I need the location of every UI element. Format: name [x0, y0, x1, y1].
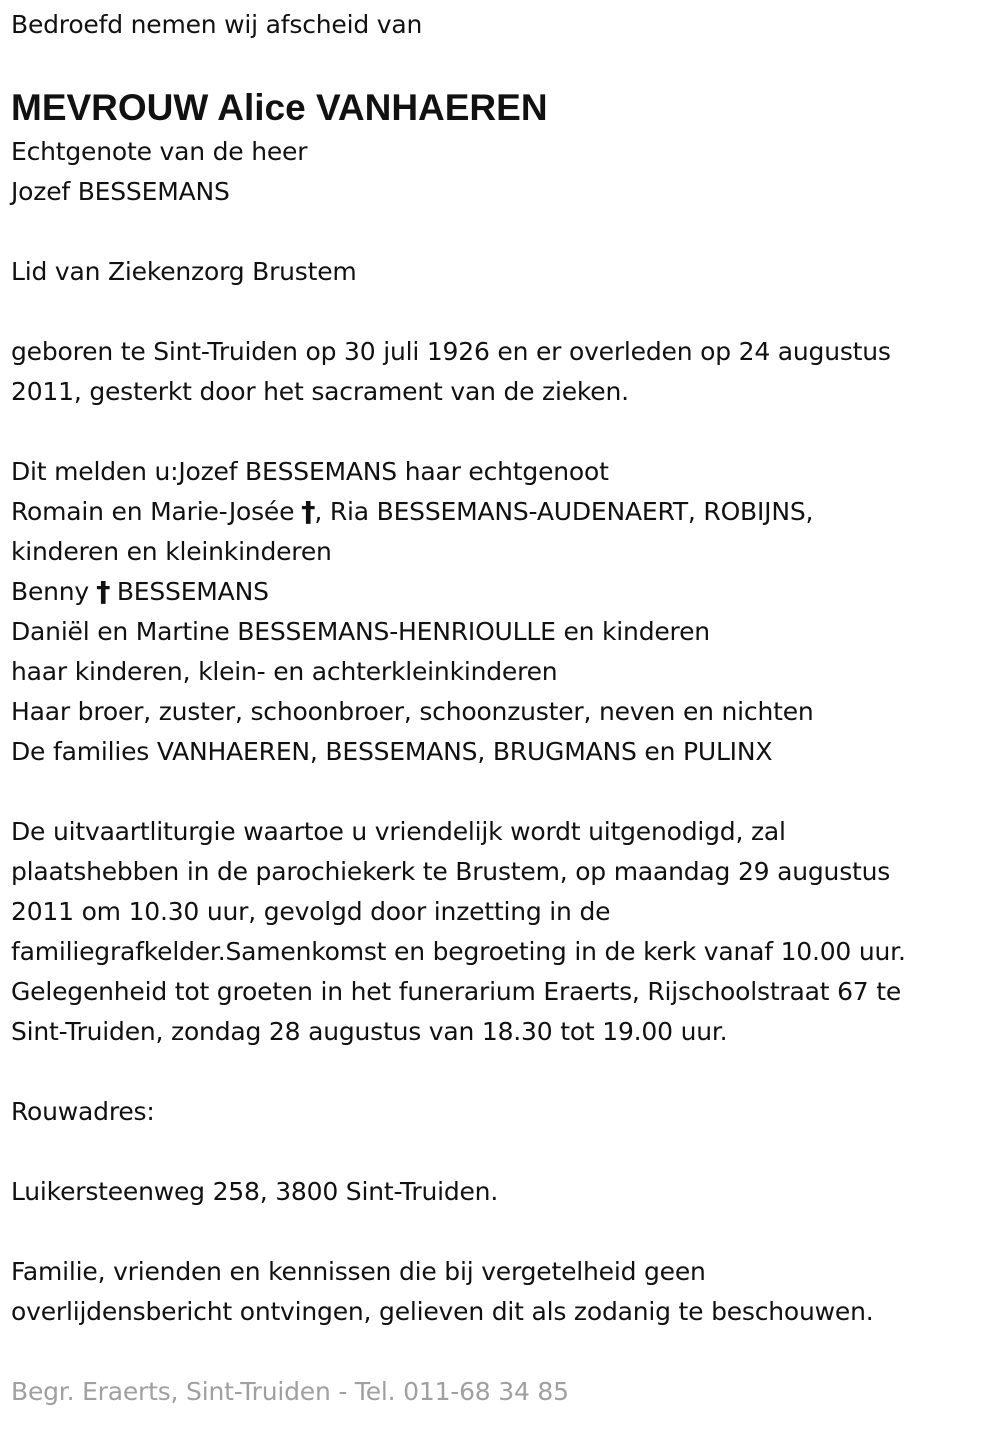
mourners-line-4 — [11, 572, 991, 612]
mourners-line-4-start: Benny — [11, 577, 97, 606]
spacer — [11, 212, 991, 252]
funeral-line-5: Gelegenheid tot groeten in het funerarium Eraerts, Rijschoolstraat 67 te — [11, 977, 902, 1006]
funeral-line-6: Sint-Truiden, zondag 28 augustus van 18.30 tot 19.00 uur. — [11, 1017, 728, 1046]
spacer — [11, 1332, 991, 1372]
spacer — [11, 1212, 991, 1252]
address-label: Rouwadres: — [11, 1097, 155, 1126]
mourners-line-2 — [11, 492, 991, 532]
spouse-label: Echtgenote van de heer — [11, 137, 308, 166]
cross-icon: † — [95, 575, 111, 608]
intro-text: Bedroefd nemen wij afscheid van — [11, 10, 423, 39]
birth-death-line-1: geboren te Sint-Truiden op 30 juli 1926 en er overleden op 24 augustus — [11, 337, 891, 366]
mourners-line-7: Haar broer, zuster, schoonbroer, schoonzuster, neven en nichten — [11, 697, 814, 726]
cross-icon: † — [301, 495, 316, 528]
membership-text: Lid van Ziekenzorg Brustem — [11, 257, 357, 286]
funeral-line-2: plaatshebben in de parochiekerk te Brustem, op maandag 29 augustus — [11, 857, 891, 886]
mourners-line-1: Dit melden u:Jozef BESSEMANS haar echtgenoot — [11, 457, 609, 486]
mourners-line-2-end: , Ria BESSEMANS-AUDENAERT, ROBIJNS, — [314, 497, 814, 526]
funeral-line-3: 2011 om 10.30 uur, gevolgd door inzetting in de — [11, 897, 611, 926]
mourners-line-3: kinderen en kleinkinderen — [11, 537, 332, 566]
mourners-line-5: Daniël en Martine BESSEMANS-HENRIOULLE en kinderen — [11, 617, 710, 646]
funeral-home-footer: Begr. Eraerts, Sint-Truiden - Tel. 011-68 34 85 — [11, 1377, 569, 1406]
mourners-line-8: De families VANHAEREN, BESSEMANS, BRUGMANS en PULINX — [11, 737, 773, 766]
birth-death-line-2: 2011, gesterkt door het sacrament van de zieken. — [11, 377, 629, 406]
spacer — [11, 1132, 991, 1172]
address-value: Luikersteenweg 258, 3800 Sint-Truiden. — [11, 1177, 499, 1206]
spacer — [11, 772, 991, 812]
notice-line-2: overlijdensbericht ontvingen, gelieven dit als zodanig te beschouwen. — [11, 1297, 874, 1326]
notice-line-1: Familie, vrienden en kennissen die bij vergetelheid geen — [11, 1257, 706, 1286]
funeral-line-4: familiegrafkelder.Samenkomst en begroeting in de kerk vanaf 10.00 uur. — [11, 937, 906, 966]
obituary-notice — [11, 4, 991, 1412]
mourners-line-6: haar kinderen, klein- en achterkleinkinderen — [11, 657, 558, 686]
spacer — [11, 292, 991, 332]
spouse-name: Jozef BESSEMANS — [11, 177, 230, 206]
spacer — [11, 1052, 991, 1092]
funeral-line-1: De uitvaartliturgie waartoe u vriendelijk wordt uitgenodigd, zal — [11, 817, 786, 846]
spacer — [11, 412, 991, 452]
deceased-name: MEVROUW Alice VANHAEREN — [11, 87, 548, 128]
mourners-line-4-end: BESSEMANS — [109, 577, 269, 606]
mourners-line-2-start: Romain en Marie-Josée — [11, 497, 303, 526]
